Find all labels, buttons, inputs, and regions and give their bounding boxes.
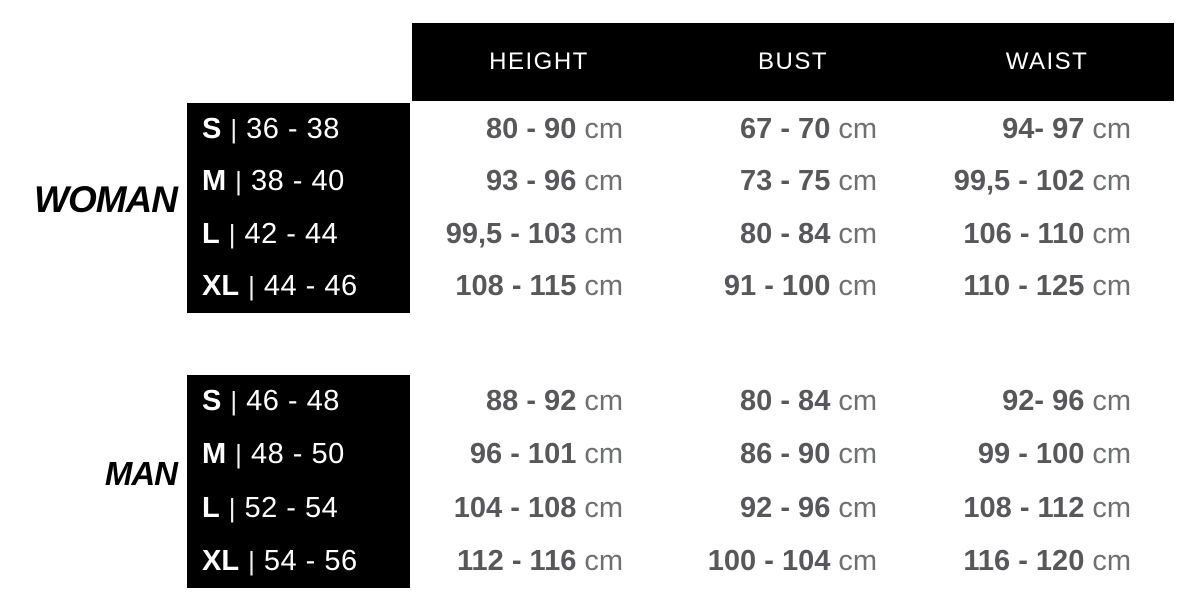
measurement-value: 92- 96 bbox=[1002, 385, 1085, 418]
woman-l-waist bbox=[920, 208, 1174, 261]
measurement-value: 73 - 75 bbox=[740, 165, 831, 198]
measurement-value: 104 - 108 bbox=[453, 491, 577, 524]
woman-xl-waist bbox=[920, 261, 1174, 314]
woman-s-height bbox=[412, 103, 666, 156]
size-row-man-l bbox=[187, 482, 410, 535]
size-separator: | bbox=[230, 386, 238, 417]
size-separator: | bbox=[235, 166, 242, 197]
size-code: XL bbox=[202, 270, 240, 303]
size-range: 48 - 50 bbox=[250, 438, 345, 471]
gender-label-woman: WOMAN bbox=[34, 179, 177, 220]
size-separator: | bbox=[228, 492, 236, 523]
man-m-waist bbox=[920, 428, 1174, 481]
measurement-unit: cm bbox=[838, 270, 877, 303]
man-size-box bbox=[187, 375, 410, 588]
man-m-bust bbox=[666, 428, 920, 481]
measurement-unit: cm bbox=[838, 112, 877, 145]
measurement-value: 88 - 92 bbox=[486, 385, 577, 418]
measurement-unit: cm bbox=[1092, 270, 1131, 303]
measurement-unit: cm bbox=[584, 438, 623, 471]
size-row-woman-s bbox=[187, 103, 410, 156]
measurement-unit: cm bbox=[838, 165, 877, 198]
measurement-unit: cm bbox=[584, 217, 623, 250]
column-header-waist: WAIST bbox=[1005, 48, 1089, 75]
measurement-value: 91 - 100 bbox=[723, 270, 831, 303]
man-l-height bbox=[412, 482, 666, 535]
size-separator: | bbox=[230, 113, 238, 144]
gender-label-man: MAN bbox=[104, 455, 177, 492]
size-range: 44 - 46 bbox=[263, 270, 358, 303]
column-header-bust: BUST bbox=[757, 48, 828, 75]
size-separator: | bbox=[235, 439, 242, 470]
man-s-height bbox=[412, 375, 666, 428]
measurement-value: 106 - 110 bbox=[963, 217, 1085, 250]
size-code: L bbox=[202, 491, 220, 524]
column-header-bar bbox=[412, 23, 1174, 101]
size-row-woman-m bbox=[187, 156, 410, 209]
size-range: 46 - 48 bbox=[246, 385, 340, 418]
measurement-unit: cm bbox=[584, 491, 623, 524]
measurement-value: 80 - 84 bbox=[740, 385, 831, 418]
measurement-value: 80 - 90 bbox=[486, 112, 577, 145]
measurement-value: 94- 97 bbox=[1002, 112, 1085, 145]
size-range: 38 - 40 bbox=[250, 165, 345, 198]
measurement-unit: cm bbox=[1092, 385, 1131, 418]
woman-xl-bust bbox=[666, 261, 920, 314]
measurement-value: 112 - 116 bbox=[456, 544, 577, 577]
size-range: 54 - 56 bbox=[263, 544, 358, 577]
man-s-bust bbox=[666, 375, 920, 428]
measurement-unit: cm bbox=[838, 217, 877, 250]
measurement-unit: cm bbox=[584, 385, 623, 418]
man-xl-height bbox=[412, 535, 666, 588]
size-code: XL bbox=[202, 544, 240, 577]
measurement-unit: cm bbox=[1092, 491, 1131, 524]
woman-l-bust bbox=[666, 208, 920, 261]
measurement-value: 92 - 96 bbox=[740, 491, 831, 524]
man-xl-bust bbox=[666, 535, 920, 588]
man-xl-waist bbox=[920, 535, 1174, 588]
measurement-value: 110 - 125 bbox=[963, 270, 1085, 303]
man-m-height bbox=[412, 428, 666, 481]
measurement-value: 93 - 96 bbox=[486, 165, 577, 198]
measurement-value: 80 - 84 bbox=[740, 217, 831, 250]
size-range: 52 - 54 bbox=[244, 491, 339, 524]
measurement-value: 116 - 120 bbox=[963, 544, 1085, 577]
measurement-unit: cm bbox=[1092, 165, 1131, 198]
man-values-grid bbox=[412, 375, 1174, 588]
measurement-unit: cm bbox=[584, 112, 623, 145]
column-header-height: HEIGHT bbox=[489, 48, 589, 75]
size-code: M bbox=[202, 438, 227, 471]
measurement-unit: cm bbox=[1092, 217, 1131, 250]
man-l-waist bbox=[920, 482, 1174, 535]
woman-m-height bbox=[412, 156, 666, 209]
measurement-value: 99 - 100 bbox=[977, 438, 1085, 471]
measurement-unit: cm bbox=[1092, 112, 1131, 145]
size-separator: | bbox=[228, 218, 236, 249]
size-row-woman-xl bbox=[187, 261, 410, 314]
measurement-value: 100 - 104 bbox=[707, 544, 831, 577]
size-range: 42 - 44 bbox=[244, 217, 339, 250]
man-l-bust bbox=[666, 482, 920, 535]
woman-m-waist bbox=[920, 156, 1174, 209]
woman-size-box bbox=[187, 103, 410, 313]
measurement-unit: cm bbox=[1092, 544, 1131, 577]
measurement-value: 86 - 90 bbox=[740, 438, 831, 471]
size-range: 36 - 38 bbox=[246, 112, 340, 145]
measurement-unit: cm bbox=[584, 165, 623, 198]
size-code: S bbox=[202, 112, 222, 145]
measurement-value: 108 - 115 bbox=[455, 270, 577, 303]
measurement-unit: cm bbox=[584, 544, 623, 577]
measurement-unit: cm bbox=[838, 544, 877, 577]
measurement-unit: cm bbox=[1092, 438, 1131, 471]
woman-l-height bbox=[412, 208, 666, 261]
size-code: L bbox=[202, 217, 220, 250]
woman-s-bust bbox=[666, 103, 920, 156]
size-separator: | bbox=[248, 545, 255, 576]
measurement-unit: cm bbox=[838, 438, 877, 471]
woman-s-waist bbox=[920, 103, 1174, 156]
size-code: S bbox=[202, 385, 222, 418]
measurement-unit: cm bbox=[584, 270, 623, 303]
woman-xl-height bbox=[412, 261, 666, 314]
size-separator: | bbox=[248, 271, 255, 302]
size-row-man-m bbox=[187, 428, 410, 481]
measurement-value: 108 - 112 bbox=[963, 491, 1085, 524]
measurement-value: 99,5 - 103 bbox=[445, 217, 577, 250]
measurement-unit: cm bbox=[838, 491, 877, 524]
measurement-value: 96 - 101 bbox=[469, 438, 577, 471]
size-row-woman-l bbox=[187, 208, 410, 261]
measurement-unit: cm bbox=[838, 385, 877, 418]
woman-m-bust bbox=[666, 156, 920, 209]
man-s-waist bbox=[920, 375, 1174, 428]
measurement-value: 99,5 - 102 bbox=[953, 165, 1085, 198]
size-row-man-s bbox=[187, 375, 410, 428]
measurement-value: 67 - 70 bbox=[740, 112, 831, 145]
size-code: M bbox=[202, 165, 227, 198]
size-row-man-xl bbox=[187, 535, 410, 588]
woman-values-grid bbox=[412, 103, 1174, 313]
